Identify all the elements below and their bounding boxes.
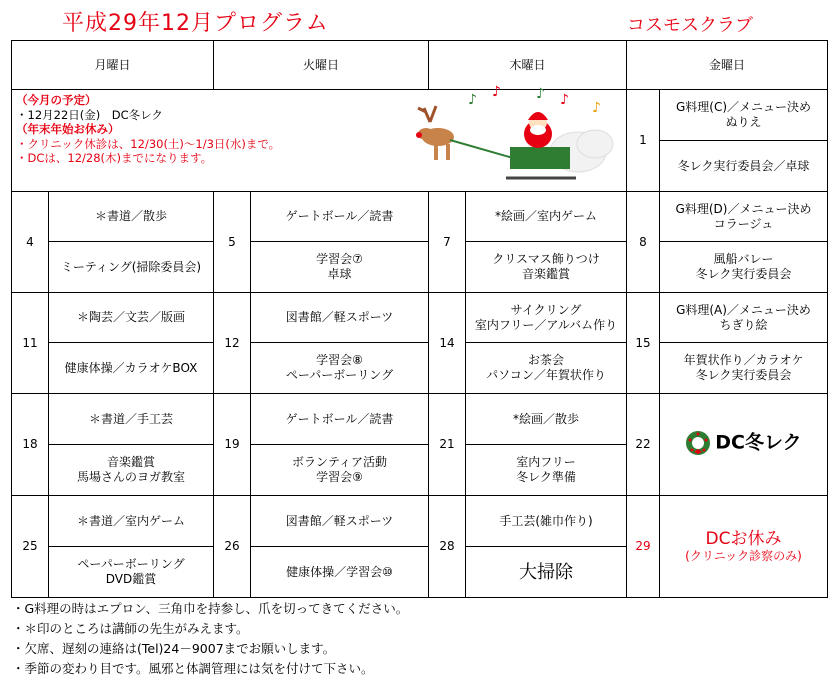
svg-text:♪: ♪	[492, 84, 501, 100]
notice-line: ・12月22日(金) DC冬レク	[16, 107, 163, 122]
date-number: 18	[12, 394, 49, 496]
date-number: 26	[214, 496, 251, 598]
activity-cell: ＊書道／室内ゲーム	[49, 496, 214, 547]
activity-cell: 室内フリー 冬レク準備	[466, 445, 627, 496]
date-number: 4	[12, 192, 49, 293]
note-line: ・欠席、遅刻の連絡は(Tel)24－9007までお願いします。	[12, 641, 336, 656]
activity-cell: *絵画／室内ゲーム	[466, 192, 627, 242]
activity-cell: ゲートボール／読書	[251, 394, 429, 445]
activity-cell: 手工芸(雑巾作り)	[466, 496, 627, 547]
activity-cell: G料理(A)／メニュー決め ちぎり絵	[660, 293, 828, 343]
activity-cell: *絵画／散歩	[466, 394, 627, 445]
notice-line: ・DCは、12/28(木)までになります。	[16, 151, 213, 165]
date-number: 21	[429, 394, 466, 496]
header-friday: 金曜日	[627, 41, 828, 90]
event-sublabel: (クリニック診察のみ)	[685, 549, 802, 563]
page-title: 平成29年12月プログラム	[62, 11, 329, 36]
date-number: 29	[627, 496, 660, 598]
date-number: 14	[429, 293, 466, 394]
activity-cell: ペーパーボーリング DVD鑑賞	[49, 547, 214, 598]
santa-sleigh-illustration	[410, 82, 620, 196]
activity-cell: G料理(C)／メニュー決め ぬりえ	[660, 90, 828, 141]
club-name: コスモスクラブ	[627, 15, 753, 36]
date-number: 12	[214, 293, 251, 394]
activity-cell: ゲートボール／読書	[251, 192, 429, 242]
svg-text:♪: ♪	[468, 92, 477, 108]
activity-cell: 音楽鑑賞 馬場さんのヨガ教室	[49, 445, 214, 496]
date-number: 5	[214, 192, 251, 293]
notice-heading-schedule: （今月の予定）	[16, 93, 97, 107]
activity-cell: 学習会⑦ 卓球	[251, 242, 429, 293]
note-line: ・G料理の時はエプロン、三角巾を持参し、爪を切ってきてください。	[12, 601, 409, 616]
activity-cell: 風船バレー 冬レク実行委員会	[660, 242, 828, 293]
activity-cell: 健康体操／カラオケBOX	[49, 343, 214, 394]
activity-cell: クリスマス飾りつけ 音楽鑑賞	[466, 242, 627, 293]
date-number: 8	[627, 192, 660, 293]
activity-cell: 図書館／軽スポーツ	[251, 293, 429, 343]
event-label: DC冬レク	[715, 431, 802, 453]
header-tuesday: 火曜日	[214, 41, 429, 90]
music-note-icon	[468, 84, 601, 116]
event-cell-dc-closed	[660, 496, 828, 598]
activity-cell: 図書館／軽スポーツ	[251, 496, 429, 547]
activity-cell: G料理(D)／メニュー決め コラージュ	[660, 192, 828, 242]
event-label: DCお休み	[705, 529, 782, 549]
event-cell-winter-recreation	[660, 394, 828, 496]
svg-text:♪: ♪	[536, 86, 545, 102]
date-number: 1	[627, 90, 660, 192]
date-number: 28	[429, 496, 466, 598]
notice-heading-holidays: （年末年始お休み）	[16, 122, 120, 136]
date-number: 25	[12, 496, 49, 598]
activity-cell: 大掃除	[466, 547, 627, 598]
date-number: 7	[429, 192, 466, 293]
activity-cell: ボランティア活動 学習会⑨	[251, 445, 429, 496]
activity-cell: サイクリング 室内フリー／アルバム作り	[466, 293, 627, 343]
activity-cell: 学習会⑧ ペーパーボーリング	[251, 343, 429, 394]
activity-cell: ミーティング(掃除委員会)	[49, 242, 214, 293]
svg-text:♪: ♪	[592, 100, 601, 116]
note-line: ・＊印のところは講師の先生がみえます。	[12, 621, 249, 636]
date-number: 15	[627, 293, 660, 394]
wreath-icon	[685, 430, 711, 460]
activity-cell: 冬レク実行委員会／卓球	[660, 141, 828, 192]
date-number: 22	[627, 394, 660, 496]
activity-cell: ＊書道／手工芸	[49, 394, 214, 445]
note-line: ・季節の変わり目です。風邪と体調管理には気を付けて下さい。	[12, 661, 374, 676]
svg-text:♪: ♪	[560, 92, 569, 108]
activity-cell: ＊陶芸／文芸／版画	[49, 293, 214, 343]
footer-notes	[12, 599, 408, 679]
header-thursday: 木曜日	[429, 41, 627, 90]
notice-line: ・クリニック休診は、12/30(土)～1/3日(水)まで。	[16, 136, 281, 151]
activity-cell: ＊書道／散歩	[49, 192, 214, 242]
header-monday: 月曜日	[12, 41, 214, 90]
activity-cell: 健康体操／学習会⑩	[251, 547, 429, 598]
activity-cell: お茶会 パソコン／年賀状作り	[466, 343, 627, 394]
date-number: 19	[214, 394, 251, 496]
activity-cell: 年賀状作り／カラオケ 冬レク実行委員会	[660, 343, 828, 394]
date-number: 11	[12, 293, 49, 394]
